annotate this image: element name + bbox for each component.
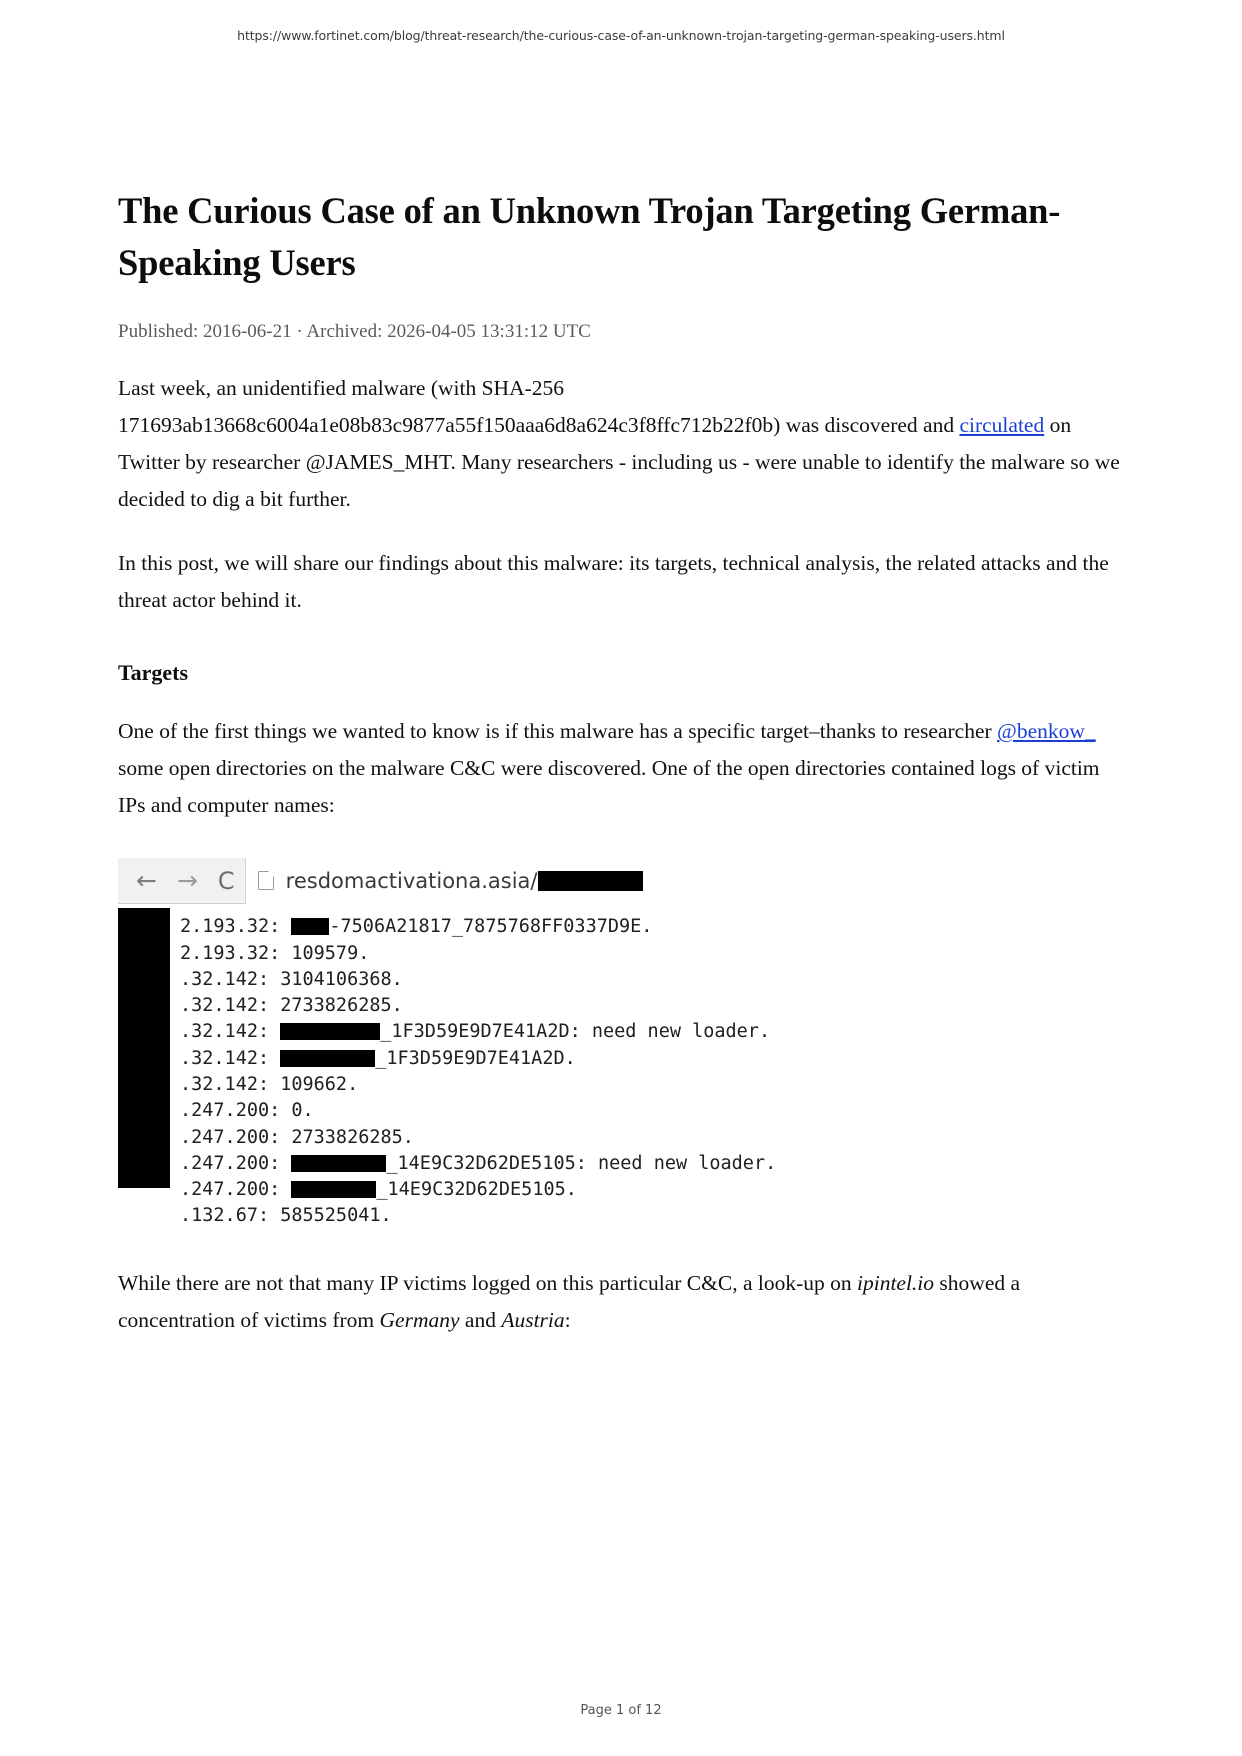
- intro-paragraph: [118, 370, 1124, 518]
- log-redaction-block: [291, 918, 329, 935]
- log-line: [118, 1098, 758, 1124]
- log-lines-container: [118, 914, 777, 1229]
- cnc-directory-screenshot: [118, 858, 777, 1237]
- address-bar-text: resdomactivationa.asia/: [285, 868, 538, 893]
- log-line-suffix: _1F3D59E9D7E41A2D.: [375, 1047, 576, 1069]
- page-document-icon: [258, 871, 274, 890]
- url-redaction-block: [538, 871, 643, 891]
- log-line: [118, 1019, 771, 1045]
- log-line: [118, 1046, 758, 1072]
- log-line: [118, 1203, 758, 1229]
- caption-germany: Germany: [379, 1307, 460, 1332]
- log-line-prefix: .32.142:: [180, 1021, 281, 1043]
- ip-redaction-mask: [118, 908, 170, 1188]
- log-redaction-block: [291, 1155, 386, 1172]
- caption-part2: showed a concentration of victims from: [118, 1270, 1021, 1332]
- publication-meta: Published: 2016-06-21 · Archived: 2026-04-05 13:31:12 UTC: [118, 320, 591, 342]
- browser-toolbar: [118, 858, 758, 904]
- log-line: [118, 1072, 758, 1098]
- log-line-prefix: 2.193.32:: [180, 916, 292, 938]
- log-redaction-block: [280, 1023, 380, 1040]
- log-line: [118, 914, 758, 940]
- log-line-prefix: .132.67: 585525041.: [180, 1205, 392, 1227]
- back-arrow-icon[interactable]: ←: [136, 866, 157, 896]
- article-content: [118, 185, 1124, 1339]
- benkow-link[interactable]: @benkow_: [997, 719, 1096, 744]
- source-url: https://www.fortinet.com/blog/threat-research/the-curious-case-of-an-unknown-trojan-targeting-german-speaking-users.html: [237, 28, 1005, 43]
- page-title: The Curious Case of an Unknown Trojan Targeting German-Speaking Users: [118, 190, 1061, 283]
- log-line-suffix: -7506A21817_7875768FF0337D9E.: [329, 916, 653, 938]
- circulated-link[interactable]: circulated: [959, 412, 1045, 437]
- overview-paragraph: In this post, we will share our findings about this malware: its targets, technical analysis, the related attacks and the threat actor behind it.: [118, 550, 1109, 612]
- log-line: [118, 1125, 758, 1151]
- log-line-prefix: .32.142: 3104106368.: [180, 968, 403, 990]
- caption-part1: While there are not that many IP victims logged on this particular C&C, a look-up on: [118, 1270, 857, 1295]
- log-line-prefix: .247.200:: [180, 1152, 292, 1174]
- log-line-prefix: .32.142: 2733826285.: [180, 995, 403, 1017]
- log-redaction-block: [291, 1181, 376, 1198]
- log-line-suffix: _14E9C32D62DE5105.: [376, 1179, 577, 1201]
- log-line-prefix: .247.200:: [180, 1179, 292, 1201]
- reload-icon[interactable]: C: [217, 866, 235, 895]
- log-redaction-block: [280, 1050, 375, 1067]
- log-line-prefix: .247.200: 2733826285.: [180, 1126, 414, 1148]
- log-line: [118, 993, 758, 1019]
- log-line-prefix: 2.193.32: 109579.: [180, 942, 370, 964]
- caption-part4: :: [564, 1307, 571, 1332]
- log-line-prefix: .32.142: 109662.: [180, 1073, 359, 1095]
- address-bar[interactable]: [245, 858, 758, 904]
- section-heading-targets: Targets: [118, 660, 189, 686]
- caption-ipintel: ipintel.io: [857, 1270, 935, 1295]
- log-line: [118, 967, 758, 993]
- log-line-prefix: .32.142:: [180, 1047, 281, 1069]
- targets-paragraph: [118, 713, 1124, 824]
- forward-arrow-icon[interactable]: →: [176, 866, 198, 896]
- log-listing: [118, 904, 777, 1237]
- page-footer: Page 1 of 12: [580, 1703, 662, 1718]
- log-line: [118, 941, 758, 967]
- log-line-suffix: _14E9C32D62DE5105: need new loader.: [386, 1152, 777, 1174]
- figure-caption-paragraph: [118, 1265, 1124, 1339]
- log-line: [118, 1151, 777, 1177]
- caption-part3: and: [459, 1307, 502, 1332]
- log-line-prefix: .247.200: 0.: [180, 1100, 314, 1122]
- targets-text-part1: One of the first things we wanted to know is if this malware has a specific target–thanks to researcher: [118, 719, 998, 744]
- intro-text-part1: Last week, an unidentified malware (with SHA-256 171693ab13668c6004a1e08b83c9877a55f150aaa6d8a624c3f8ffc712b22f0b) was discovered and: [118, 375, 960, 437]
- targets-text-part2: some open directories on the malware C&C were discovered. One of the open directories contained logs of victim IPs and computer names:: [118, 756, 1100, 818]
- intro-text-part2: on Twitter by researcher @JAMES_MHT. Many researchers - including us - were unable to identify the malware so we decided to dig a bit further.: [118, 412, 1120, 511]
- log-line: [118, 1177, 758, 1203]
- caption-austria: Austria: [501, 1307, 565, 1332]
- log-line-suffix: _1F3D59E9D7E41A2D: need new loader.: [380, 1021, 771, 1043]
